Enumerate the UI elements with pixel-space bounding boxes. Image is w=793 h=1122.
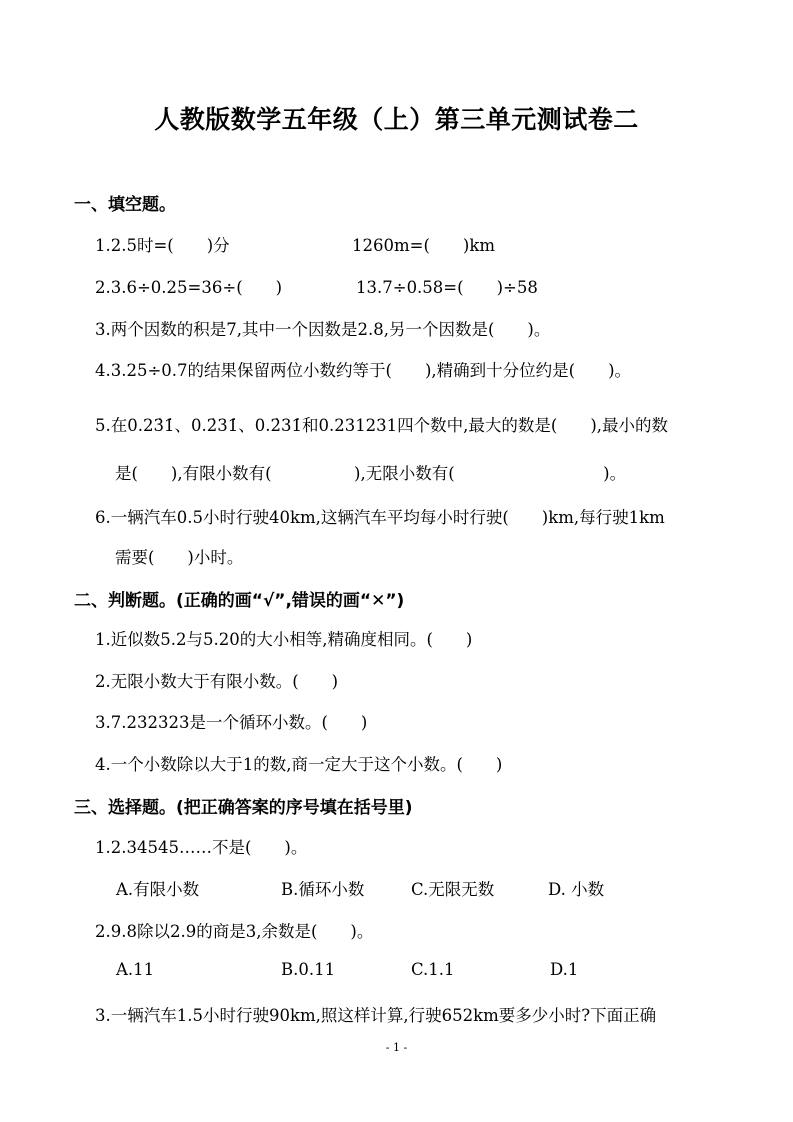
question-1-1a: 1.2.5时=( )分 [95, 236, 230, 255]
option-3-2-a: A.11 [116, 960, 155, 979]
option-3-2-c: C.1.1 [411, 960, 455, 979]
option-3-2-d: D.1 [550, 960, 579, 979]
question-3-2: 2.9.8除以2.9的商是3,余数是( )。 [95, 922, 374, 941]
question-2-1: 1.近似数5.2与5.20的大小相等,精确度相同。( ) [95, 630, 473, 649]
question-3-1: 1.2.34545……不是( )。 [95, 838, 308, 857]
option-3-2-b: B.0.11 [281, 960, 336, 979]
question-2-4: 4.一个小数除以大于1的数,商一定大于这个小数。( ) [95, 755, 503, 774]
question-1-6-line2: 需要( )小时。 [115, 548, 244, 567]
question-1-6-line1: 6.一辆汽车0.5小时行驶40km,这辆汽车平均每小时行驶( )km,每行驶1km [95, 508, 665, 527]
question-2-2: 2.无限小数大于有限小数。( ) [95, 672, 339, 691]
question-1-2a: 2.3.6÷0.25=36÷( ) [95, 278, 283, 297]
question-1-3: 3.两个因数的积是7,其中一个因数是2.8,另一个因数是( )。 [95, 320, 551, 339]
option-3-1-a: A.有限小数 [116, 880, 200, 899]
option-3-1-c: C.无限无数 [411, 880, 495, 899]
question-1-5-line2: 是( ),有限小数有( ),无限小数有( )。 [115, 464, 627, 483]
question-2-3: 3.7.232323是一个循环小数。( ) [95, 713, 368, 732]
section-heading-fill-in: 一、填空题。 [74, 195, 176, 215]
question-1-5-line1: 5.在0.23̇1̇、0.2̇31̇、0.2̇31̇和0.231231四个数中,最大的数是( ),最小的数 [95, 416, 669, 435]
option-3-1-b: B.循环小数 [281, 880, 365, 899]
question-1-2b: 13.7÷0.58=( )÷58 [356, 278, 538, 297]
option-3-1-d: D. 小数 [548, 880, 605, 899]
page-title: 人教版数学五年级（上）第三单元测试卷二 [154, 105, 639, 134]
section-heading-multiple-choice: 三、选择题。(把正确答案的序号填在括号里) [74, 798, 413, 818]
question-1-1b: 1260m=( )km [352, 236, 495, 255]
question-3-3: 3.一辆汽车1.5小时行驶90km,照这样计算,行驶652km要多少小时?下面正确 [95, 1006, 657, 1025]
question-1-4: 4.3.25÷0.7的结果保留两位小数约等于( ),精确到十分位约是( )。 [95, 361, 632, 380]
section-heading-true-false: 二、判断题。(正确的画“√”,错误的画“✕”) [74, 591, 405, 611]
page-number: - 1 - [385, 1041, 408, 1054]
